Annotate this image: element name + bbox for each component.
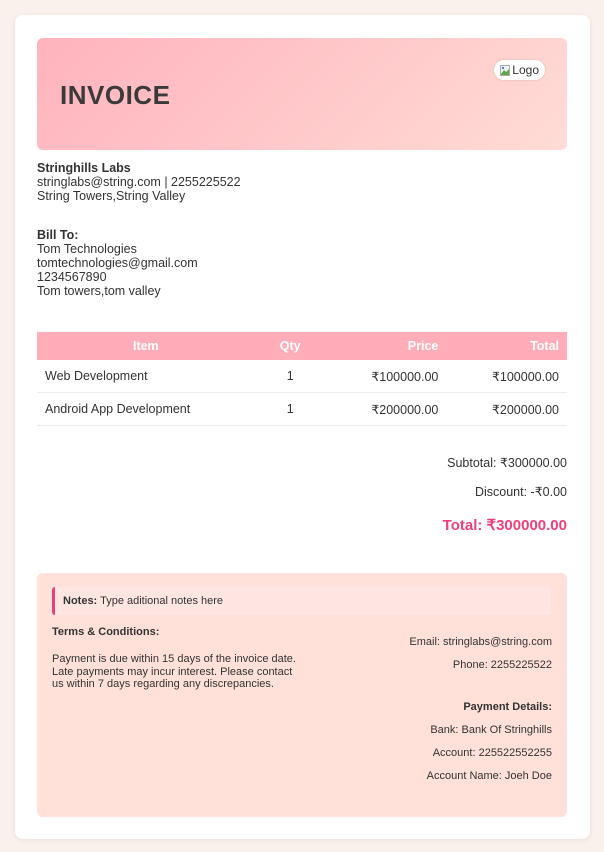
- client-phone: 1234567890: [37, 270, 107, 284]
- header-price: Price: [326, 332, 447, 360]
- contact-payment: [409, 636, 552, 793]
- company-info: [37, 161, 241, 203]
- footer-email: Email: stringlabs@string.com: [409, 636, 552, 648]
- header-qty: Qty: [255, 332, 326, 360]
- company-contact: stringlabs@string.com | 2255225522: [37, 175, 241, 189]
- bank-name: Bank: Bank Of Stringhills: [430, 724, 552, 736]
- bill-to: [37, 228, 198, 298]
- discount: Discount: -₹0.00: [474, 485, 567, 499]
- header-total: Total: [446, 332, 567, 360]
- table-row: [37, 393, 567, 426]
- terms-text: Payment is due within 15 days of the invoice date. Late payments may incur interest. Please contact us within 7 days regarding any discrepancies.: [52, 653, 296, 690]
- terms-label: Terms & Conditions:: [52, 626, 160, 638]
- invoice-footer: [37, 573, 567, 817]
- items-table: [37, 332, 567, 426]
- client-address: Tom towers,tom valley: [37, 284, 161, 298]
- company-logo: [494, 60, 545, 80]
- notes-text: Type aditional notes here: [100, 595, 224, 607]
- row-item: Android App Development: [37, 393, 255, 426]
- row-qty: 1: [255, 360, 326, 393]
- invoice-title: INVOICE: [60, 80, 171, 110]
- terms-section: [52, 626, 302, 691]
- client-email: tomtechnologies@gmail.com: [37, 256, 198, 270]
- invoice-header: [37, 38, 567, 150]
- company-address: String Towers,String Valley: [37, 189, 186, 203]
- invoice-summary: [443, 455, 567, 534]
- client-name: Tom Technologies: [37, 242, 137, 256]
- broken-image-icon: [500, 65, 510, 76]
- logo-alt-text: Logo: [512, 63, 539, 77]
- grand-total: Total: ₹300000.00: [442, 517, 567, 534]
- notes-label: Notes:: [63, 595, 98, 607]
- account-name: Account Name: Joeh Doe: [426, 770, 552, 782]
- row-price: ₹100000.00: [326, 360, 447, 393]
- table-header-row: [37, 332, 567, 360]
- row-item: Web Development: [37, 360, 255, 393]
- bill-to-label: Bill To:: [37, 228, 79, 242]
- header-item: Item: [37, 332, 255, 360]
- row-total: ₹200000.00: [446, 393, 567, 426]
- payment-details-label: Payment Details:: [463, 701, 552, 713]
- table-row: [37, 360, 567, 393]
- row-total: ₹100000.00: [446, 360, 567, 393]
- row-qty: 1: [255, 393, 326, 426]
- row-price: ₹200000.00: [326, 393, 447, 426]
- footer-phone: Phone: 2255225522: [452, 659, 552, 671]
- account-number: Account: 225522552255: [432, 747, 552, 759]
- subtotal: Subtotal: ₹300000.00: [447, 456, 567, 470]
- notes-box: [52, 587, 551, 615]
- company-name: Stringhills Labs: [37, 161, 131, 175]
- invoice-sheet: [15, 15, 590, 839]
